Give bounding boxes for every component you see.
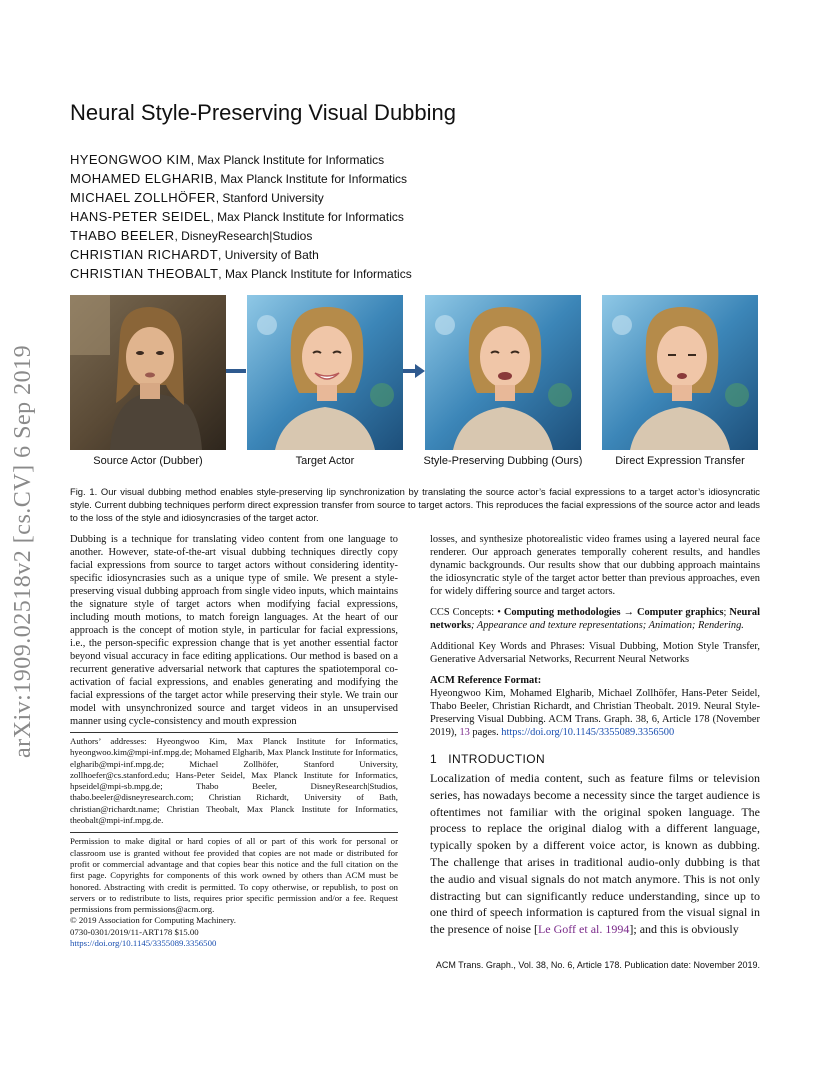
panel-label: Target Actor — [295, 455, 355, 467]
intro-paragraph — [430, 770, 760, 938]
author-list — [70, 150, 412, 283]
author-line — [70, 264, 412, 283]
acm-ref-suffix: pages. — [469, 727, 502, 738]
copyright-line: © 2019 Association for Computing Machinery. — [70, 915, 236, 926]
author-affiliation: , Max Planck Institute for Informatics — [218, 267, 412, 281]
acm-reference — [430, 687, 760, 739]
author-name: HYEONGWOO KIM — [70, 152, 191, 167]
abstract-text: Dubbing is a technique for translating video content from one language to another. However, state-of-the-art visual dubbing techniques directly copy facial expressions from source to target actors without considering identity-specific idiosyncrasies such as a unique type of smile. We present a style-preserving visual dubbing approach from single video inputs, which maintains the signature style of target actors when modifying facial expressions, including mouth motions, to match foreign languages. At the heart of our approach is the concept of motion style, in particular for facial expressions, i.e., the person-specific expression change that is yet another essential factor beyond visual accuracy in face editing applications. Our method is based on a recurrent generative adversarial network that captures the spatiotemporal co-activation of facial expressions, and enables generating and modifying the facial expressions of the target actor while preserving their style. We train our model with unsynchronized source and target videos in an unsupervised manner using cycle-consistency and mouth expression — [70, 534, 398, 727]
author-line — [70, 150, 412, 169]
footnote-rule — [70, 732, 398, 733]
author-affiliation: , Stanford University — [215, 191, 324, 205]
acm-ref-heading: ACM Reference Format: — [430, 675, 542, 686]
target-actor-image — [247, 295, 403, 450]
section-number: 1 — [430, 752, 438, 766]
author-line — [70, 188, 412, 207]
panel-label: Style-Preserving Dubbing (Ours) — [423, 455, 583, 467]
author-affiliation: , Max Planck Institute for Informatics — [210, 210, 404, 224]
direct-expression-transfer-image — [602, 295, 758, 450]
ccs-concepts — [430, 606, 760, 632]
author-name: CHRISTIAN RICHARDT — [70, 247, 219, 262]
arxiv-stamp: arXiv:1909.02518v2 [cs.CV] 6 Sep 2019 — [10, 344, 36, 758]
panel-label: Source Actor (Dubber) — [93, 455, 203, 467]
authors-addresses: Authors’ addresses: Hyeongwoo Kim, Max Planck Institute for Informatics, hyeongwoo.kim@mpi-inf.mpg.de; Mohamed Elgharib, Max Planck Institute for Informatics, elgharib@mpi-inf.mpg.de; Michael Zollhöfer, Stanford University, zollhoefer@cs.stanford.edu; Hans-Peter Seidel, Max Planck Institute for Informatics, hpseidel@mpi-sb.mpg.de; Thabo Beeler, DisneyResearch|Studios, thabo.beeler@disneyresearch.com; Christian Richardt, University of Bath, christian@richardt.name; Christian Theobalt, Max Planck Institute for Informatics, theobalt@mpi-inf.mpg.de. — [70, 736, 398, 826]
author-line — [70, 226, 412, 245]
intro-tail: ]; and this is obviously — [629, 922, 739, 937]
ccs-subconcepts: ; Appearance and texture representations; Animation; Rendering. — [470, 620, 744, 631]
right-column — [430, 533, 760, 938]
figure-caption: Fig. 1. Our visual dubbing method enables style-preserving lip synchronization by translating the source actor’s facial expressions to a target actor’s idiosyncratic style. Current dubbing techniques perform direct expression transfer from source to target actors. This reproduces the facial expressions of the source actor and leads to the loss of the style and idiosyncrasies of the target actor. — [70, 486, 760, 523]
page-count-link[interactable]: 13 — [459, 727, 470, 738]
doi-link[interactable]: https://doi.org/10.1145/3355089.3356500 — [70, 938, 217, 949]
author-affiliation: , Max Planck Institute for Informatics — [213, 172, 408, 186]
author-line — [70, 169, 412, 188]
author-name: MICHAEL ZOLLHÖFER — [70, 190, 216, 205]
ccs-lead: CCS Concepts: • — [430, 607, 504, 618]
permission-notice: Permission to make digital or hard copies of all or part of this work for personal or classroom use is granted without fee provided that copies are not made or distributed for profit or commercial advantage and that copies bear this notice and the full citation on the first page. Copyrights for components of this work owned by others than ACM must be honored. Abstracting with credit is permitted. To copy otherwise, or republish, to post on servers or to redistribute to lists, requires prior specific permission and/or a fee. Request permissions from permissions@acm.org. — [70, 836, 398, 915]
author-affiliation: , University of Bath — [218, 248, 319, 262]
author-line — [70, 207, 412, 226]
paper-title: Neural Style-Preserving Visual Dubbing — [70, 100, 457, 125]
ccs-concept: Computing methodologies → Computer graphics — [503, 607, 724, 618]
author-affiliation: , DisneyResearch|Studios — [174, 229, 313, 243]
connector-line — [226, 363, 246, 379]
citation-link[interactable]: Le Goff et al. 1994 — [537, 922, 630, 937]
source-actor-image — [70, 295, 226, 450]
panel-label: Direct Expression Transfer — [615, 455, 745, 467]
intro-text: Localization of media content, such as feature films or television series, has nowadays become a necessity since the target audience is oftentimes not familiar with the original spoken language. The process to replace the original dialog with a different language, typically spoken by a different voice actor, is known as dubbing. The challenge that arises in traditional audio-only dubbing is that the audio and visual signals do not match anymore. This is not only distracting but can significantly reduce understanding, since up to one third of speech information is captured from the visual signal in the presence of noise [ — [430, 771, 760, 937]
page-footer: ACM Trans. Graph., Vol. 38, No. 6, Article 178. Publication date: November 2019. — [435, 960, 760, 970]
author-affiliation: , Max Planck Institute for Informatics — [190, 153, 385, 167]
author-name: THABO BEELER — [70, 228, 175, 243]
arrow-right-icon — [403, 363, 425, 379]
acm-ref-text: Hyeongwoo Kim, Mohamed Elgharib, Michael Zollhöfer, Hans-Peter Seidel, Thabo Beeler, Christian Richardt, and Christian Theobalt. 2019. Neural Style-Preserving Visual Dubbing. ACM Trans. Graph. 38, 6, Article 178 (November 2019), — [430, 688, 760, 738]
section-heading — [430, 753, 760, 766]
section-title: INTRODUCTION — [448, 752, 546, 766]
acm-doi-link[interactable]: https://doi.org/10.1145/3355089.3356500 — [501, 727, 675, 738]
left-column — [70, 533, 398, 949]
ccs-concept: Neural networks — [430, 607, 760, 631]
issn-line: 0730-0301/2019/11-ART178 $15.00 — [70, 926, 199, 937]
author-name: CHRISTIAN THEOBALT — [70, 266, 219, 281]
keywords: Additional Key Words and Phrases: Visual Dubbing, Motion Style Transfer, Generative Adversarial Networks, Recurrent Neural Networks — [430, 641, 760, 665]
footnote-rule — [70, 832, 398, 833]
author-name: MOHAMED ELGHARIB — [70, 171, 214, 186]
author-name: HANS-PETER SEIDEL — [70, 209, 211, 224]
author-line — [70, 245, 412, 264]
style-preserving-dubbing-image — [425, 295, 581, 450]
teaser-figure — [70, 295, 760, 455]
abstract-continued: losses, and synthesize photorealistic video frames using a layered neural face renderer. Our approach generates temporally coherent results, and handles dynamic backgrounds. Our results show that our dubbing approach maintains the idiosyncratic style of the target actor better than previous approaches, even for widely differing source and target actors. — [430, 534, 760, 597]
ccs-separator: ; — [723, 607, 730, 618]
